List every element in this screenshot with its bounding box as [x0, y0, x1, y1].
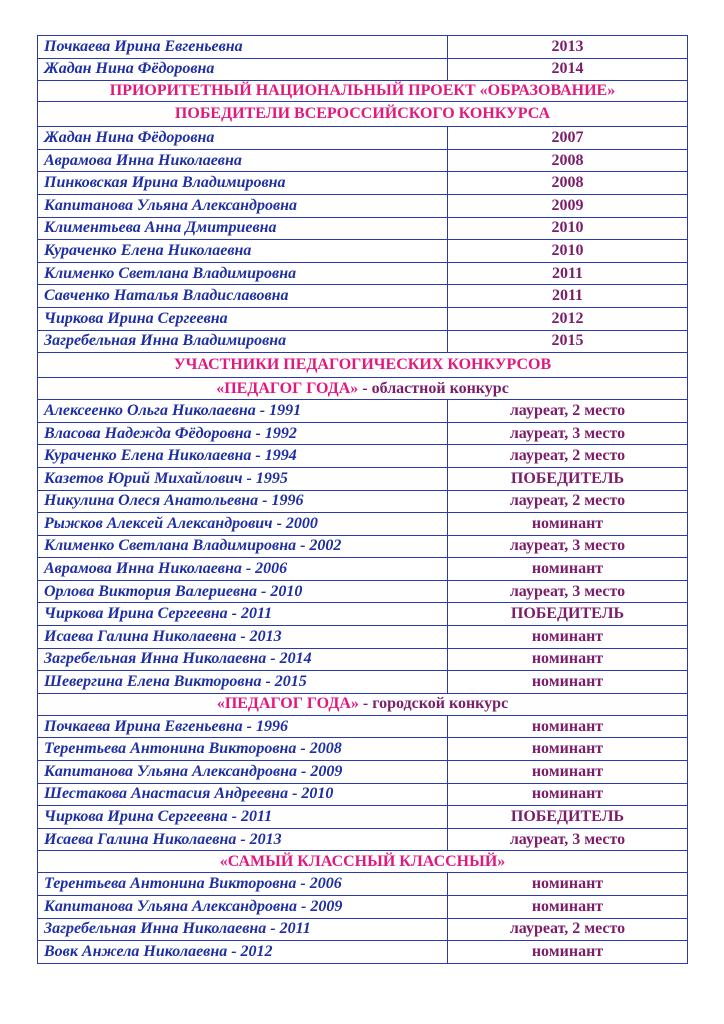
table-row [38, 330, 688, 353]
person-name: Аврамова Инна Николаевна - 2006 [38, 558, 448, 581]
table-row [38, 513, 688, 536]
table-row [38, 490, 688, 513]
table-row [38, 262, 688, 285]
award-value: номинант [448, 626, 688, 649]
table-row [38, 285, 688, 308]
project-title-row [38, 81, 688, 102]
project-title: ПРИОРИТЕТНЫЙ НАЦИОНАЛЬНЫЙ ПРОЕКТ «ОБРАЗОВАНИЕ» [38, 81, 688, 102]
award-value: лауреат, 2 место [448, 490, 688, 513]
award-value: лауреат, 2 место [448, 445, 688, 468]
table-row [38, 36, 688, 59]
person-name: Савченко Наталья Владиславовна [38, 285, 448, 308]
table-row [38, 738, 688, 761]
person-name: Капитанова Ульяна Александровна - 2009 [38, 761, 448, 784]
award-value: 2007 [448, 127, 688, 150]
table-row [38, 580, 688, 603]
person-name: Пинковская Ирина Владимировна [38, 172, 448, 195]
table-row [38, 918, 688, 941]
award-value: номинант [448, 873, 688, 896]
classroom-contest-title-row [38, 851, 688, 873]
regional-contest-title-row [38, 378, 688, 400]
award-value: номинант [448, 715, 688, 738]
person-name: Орлова Виктория Валериевна - 2010 [38, 580, 448, 603]
award-value: лауреат, 2 место [448, 918, 688, 941]
table-row [38, 467, 688, 490]
award-value: лауреат, 3 место [448, 828, 688, 851]
person-name: Аврамова Инна Николаевна [38, 149, 448, 172]
table-row [38, 896, 688, 919]
award-value: номинант [448, 896, 688, 919]
person-name: Шестакова Анастасия Андреевна - 2010 [38, 783, 448, 806]
person-name: Никулина Олеся Анатольевна - 1996 [38, 490, 448, 513]
participants-title: УЧАСТНИКИ ПЕДАГОГИЧЕСКИХ КОНКУРСОВ [38, 353, 688, 378]
project-subtitle-row [38, 102, 688, 127]
table-row [38, 172, 688, 195]
person-name: Терентьева Антонина Викторовна - 2006 [38, 873, 448, 896]
table-row [38, 240, 688, 263]
award-value: 2009 [448, 194, 688, 217]
award-value: ПОБЕДИТЕЛЬ [448, 603, 688, 626]
person-name: Почкаева Ирина Евгеньевна [38, 36, 448, 59]
table-row [38, 194, 688, 217]
table-row [38, 422, 688, 445]
award-value: номинант [448, 671, 688, 694]
award-value: лауреат, 3 место [448, 422, 688, 445]
table-row [38, 761, 688, 784]
award-value: номинант [448, 738, 688, 761]
city-contest-title-row [38, 693, 688, 715]
person-name: Жадан Нина Фёдоровна [38, 58, 448, 81]
award-value: 2012 [448, 307, 688, 330]
regional-contest-suffix: - областной конкурс [358, 379, 509, 397]
city-contest-suffix: - городской конкурс [358, 695, 509, 713]
person-name: Кураченко Елена Николаевна - 1994 [38, 445, 448, 468]
person-name: Загребельная Инна Николаевна - 2014 [38, 648, 448, 671]
person-name: Казетов Юрий Михайлович - 1995 [38, 467, 448, 490]
person-name: Жадан Нина Фёдоровна [38, 127, 448, 150]
person-name: Исаева Галина Николаевна - 2013 [38, 828, 448, 851]
award-value: 2013 [448, 36, 688, 59]
awards-table-body [38, 36, 688, 964]
award-value: лауреат, 3 место [448, 580, 688, 603]
table-row [38, 445, 688, 468]
person-name: Шевергина Елена Викторовна - 2015 [38, 671, 448, 694]
award-value: 2010 [448, 217, 688, 240]
person-name: Капитанова Ульяна Александровна [38, 194, 448, 217]
regional-contest-name: «ПЕДАГОГ ГОДА» [216, 379, 359, 397]
person-name: Чиркова Ирина Сергеевна - 2011 [38, 806, 448, 829]
award-value: лауреат, 2 место [448, 400, 688, 423]
award-value: номинант [448, 513, 688, 536]
person-name: Клименко Светлана Владимировна - 2002 [38, 535, 448, 558]
person-name: Климентьева Анна Дмитриевна [38, 217, 448, 240]
table-row [38, 806, 688, 829]
person-name: Алексеенко Ольга Николаевна - 1991 [38, 400, 448, 423]
person-name: Чиркова Ирина Сергеевна - 2011 [38, 603, 448, 626]
table-row [38, 127, 688, 150]
person-name: Власова Надежда Фёдоровна - 1992 [38, 422, 448, 445]
person-name: Чиркова Ирина Сергеевна [38, 307, 448, 330]
award-value: 2008 [448, 149, 688, 172]
award-value: 2011 [448, 262, 688, 285]
awards-table [37, 35, 688, 964]
regional-contest-title [38, 378, 688, 400]
award-value: лауреат, 3 место [448, 535, 688, 558]
award-value: 2010 [448, 240, 688, 263]
person-name: Вовк Анжела Николаевна - 2012 [38, 941, 448, 964]
table-row [38, 307, 688, 330]
table-row [38, 715, 688, 738]
table-row [38, 626, 688, 649]
participants-title-row [38, 353, 688, 378]
person-name: Исаева Галина Николаевна - 2013 [38, 626, 448, 649]
award-value: 2008 [448, 172, 688, 195]
table-row [38, 941, 688, 964]
award-value: ПОБЕДИТЕЛЬ [448, 467, 688, 490]
table-row [38, 648, 688, 671]
person-name: Загребельная Инна Николаевна - 2011 [38, 918, 448, 941]
award-value: номинант [448, 761, 688, 784]
table-row [38, 873, 688, 896]
award-value: 2011 [448, 285, 688, 308]
city-contest-title [38, 693, 688, 715]
award-value: номинант [448, 648, 688, 671]
person-name: Почкаева Ирина Евгеньевна - 1996 [38, 715, 448, 738]
person-name: Клименко Светлана Владимировна [38, 262, 448, 285]
table-row [38, 400, 688, 423]
table-row [38, 535, 688, 558]
award-value: номинант [448, 558, 688, 581]
table-row [38, 783, 688, 806]
award-value: номинант [448, 783, 688, 806]
classroom-contest-title: «САМЫЙ КЛАССНЫЙ КЛАССНЫЙ» [38, 851, 688, 873]
table-row [38, 671, 688, 694]
award-value: 2014 [448, 58, 688, 81]
city-contest-name: «ПЕДАГОГ ГОДА» [216, 695, 359, 713]
table-row [38, 558, 688, 581]
table-row [38, 828, 688, 851]
table-row [38, 149, 688, 172]
award-value: ПОБЕДИТЕЛЬ [448, 806, 688, 829]
award-value: 2015 [448, 330, 688, 353]
person-name: Кураченко Елена Николаевна [38, 240, 448, 263]
table-row [38, 603, 688, 626]
table-row [38, 217, 688, 240]
project-subtitle: ПОБЕДИТЕЛИ ВСЕРОССИЙСКОГО КОНКУРСА [38, 102, 688, 127]
person-name: Капитанова Ульяна Александровна - 2009 [38, 896, 448, 919]
award-value: номинант [448, 941, 688, 964]
person-name: Терентьева Антонина Викторовна - 2008 [38, 738, 448, 761]
table-row [38, 58, 688, 81]
person-name: Загребельная Инна Владимировна [38, 330, 448, 353]
person-name: Рыжков Алексей Александрович - 2000 [38, 513, 448, 536]
